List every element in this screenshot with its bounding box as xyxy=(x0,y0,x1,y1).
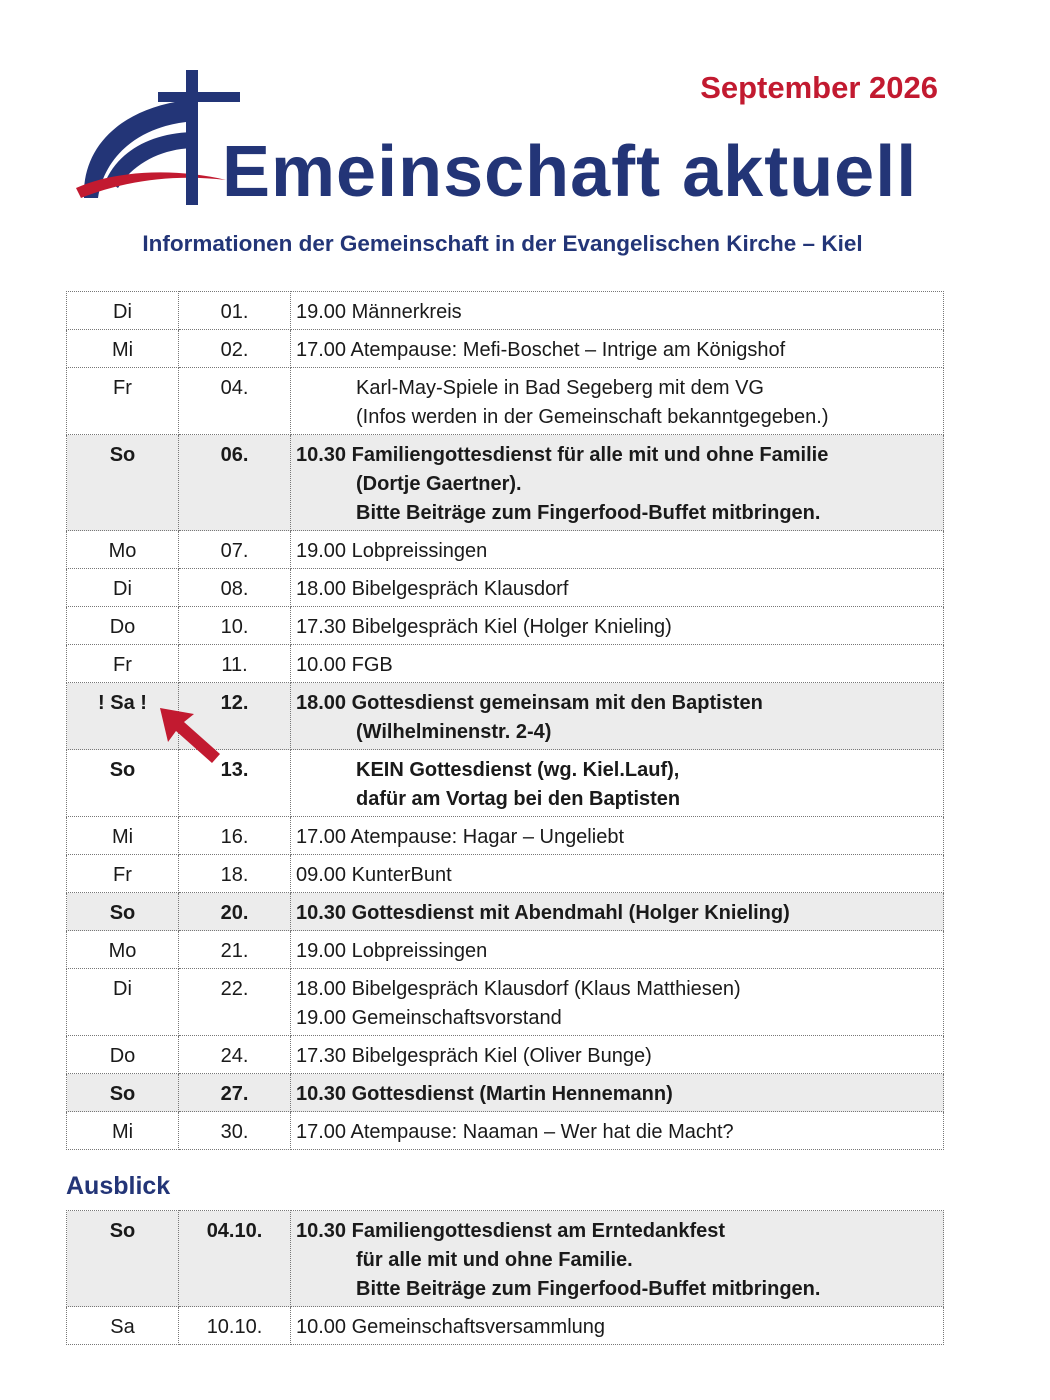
event-day: So xyxy=(67,435,179,531)
event-line: 17.00 Atempause: Mefi-Boschet – Intrige am Königshof xyxy=(296,339,786,361)
event-row xyxy=(67,368,944,435)
event-description xyxy=(291,893,944,931)
event-date: 20. xyxy=(179,893,291,931)
event-line: für alle mit und ohne Familie. xyxy=(356,1249,633,1271)
event-date: 16. xyxy=(179,817,291,855)
event-row xyxy=(67,435,944,531)
event-description xyxy=(291,931,944,969)
page-title: Emeinschaft aktuell xyxy=(222,132,918,212)
event-line: dafür am Vortag bei den Baptisten xyxy=(356,788,681,810)
event-row xyxy=(67,330,944,368)
event-day: ! Sa ! xyxy=(67,683,179,750)
event-day: Mi xyxy=(67,1112,179,1150)
event-date: 27. xyxy=(179,1074,291,1112)
event-date: 10. xyxy=(179,607,291,645)
event-line: 19.00 Gemeinschaftsvorstand xyxy=(296,1007,562,1029)
event-line: 18.00 Bibelgespräch Klausdorf (Klaus Matthiesen) xyxy=(296,978,741,1000)
event-description xyxy=(291,330,944,368)
event-line: 10.00 FGB xyxy=(296,654,393,676)
outlook-heading: Ausblick xyxy=(66,1172,171,1200)
event-row xyxy=(67,1211,944,1307)
event-day: Mi xyxy=(67,330,179,368)
event-description xyxy=(291,368,944,435)
event-line: 19.00 Lobpreissingen xyxy=(296,540,488,562)
event-date: 04. xyxy=(179,368,291,435)
event-line: 17.30 Bibelgespräch Kiel (Oliver Bunge) xyxy=(296,1045,652,1067)
event-description xyxy=(291,1112,944,1150)
church-cross-logo xyxy=(76,70,246,210)
event-row xyxy=(67,817,944,855)
event-line: Bitte Beiträge zum Fingerfood-Buffet mitbringen. xyxy=(356,1278,821,1300)
event-row xyxy=(67,1036,944,1074)
event-description xyxy=(291,683,944,750)
event-day: Mo xyxy=(67,931,179,969)
event-description xyxy=(291,435,944,531)
event-day: Fr xyxy=(67,645,179,683)
event-description xyxy=(291,569,944,607)
event-line: 18.00 Bibelgespräch Klausdorf xyxy=(296,578,569,600)
event-line: (Infos werden in der Gemeinschaft bekanntgegeben.) xyxy=(356,406,829,428)
event-description xyxy=(291,645,944,683)
event-line: 19.00 Männerkreis xyxy=(296,301,462,323)
event-date: 22. xyxy=(179,969,291,1036)
event-description xyxy=(291,607,944,645)
event-day: Mo xyxy=(67,531,179,569)
event-description xyxy=(291,750,944,817)
event-day: Sa xyxy=(67,1307,179,1345)
event-description xyxy=(291,855,944,893)
event-date: 08. xyxy=(179,569,291,607)
event-line: Karl-May-Spiele in Bad Segeberg mit dem VG xyxy=(356,377,764,399)
event-row xyxy=(67,569,944,607)
event-day: Di xyxy=(67,569,179,607)
event-date: 07. xyxy=(179,531,291,569)
event-day: Fr xyxy=(67,855,179,893)
event-row xyxy=(67,1112,944,1150)
event-line: KEIN Gottesdienst (wg. Kiel.Lauf), xyxy=(356,759,680,781)
event-day: So xyxy=(67,893,179,931)
outlook-table xyxy=(66,1210,944,1345)
event-line: 10.30 Familiengottesdienst am Erntedankfest xyxy=(296,1220,726,1242)
event-line: 17.00 Atempause: Hagar – Ungeliebt xyxy=(296,826,624,848)
event-date: 04.10. xyxy=(179,1211,291,1307)
event-line: 10.30 Familiengottesdienst für alle mit und ohne Familie xyxy=(296,444,829,466)
event-row xyxy=(67,645,944,683)
event-line: Bitte Beiträge zum Fingerfood-Buffet mitbringen. xyxy=(356,502,821,524)
event-date: 21. xyxy=(179,931,291,969)
event-description xyxy=(291,1211,944,1307)
event-description xyxy=(291,1036,944,1074)
event-line: (Wilhelminenstr. 2-4) xyxy=(356,721,552,743)
event-description xyxy=(291,531,944,569)
event-row xyxy=(67,607,944,645)
event-row xyxy=(67,531,944,569)
event-day: So xyxy=(67,750,179,817)
event-row xyxy=(67,292,944,330)
event-date: 06. xyxy=(179,435,291,531)
event-day: Mi xyxy=(67,817,179,855)
event-day: Fr xyxy=(67,368,179,435)
event-line: 10.30 Gottesdienst (Martin Hennemann) xyxy=(296,1083,673,1105)
event-line: 09.00 KunterBunt xyxy=(296,864,452,886)
event-description xyxy=(291,1074,944,1112)
event-line: 10.00 Gemeinschaftsversammlung xyxy=(296,1316,606,1338)
event-day: Di xyxy=(67,969,179,1036)
event-date: 01. xyxy=(179,292,291,330)
event-line: 10.30 Gottesdienst mit Abendmahl (Holger Knieling) xyxy=(296,902,790,924)
event-row xyxy=(67,931,944,969)
event-row xyxy=(67,855,944,893)
event-date: 13. xyxy=(179,750,291,817)
event-day: So xyxy=(67,1211,179,1307)
event-date: 11. xyxy=(179,645,291,683)
event-line: 18.00 Gottesdienst gemeinsam mit den Baptisten xyxy=(296,692,763,714)
event-description xyxy=(291,1307,944,1345)
event-line: (Dortje Gaertner). xyxy=(356,473,522,495)
event-row xyxy=(67,893,944,931)
event-date: 12. xyxy=(179,683,291,750)
event-date: 24. xyxy=(179,1036,291,1074)
event-day: Di xyxy=(67,292,179,330)
event-row xyxy=(67,1307,944,1345)
red-arrow-icon xyxy=(150,700,230,770)
event-row xyxy=(67,1074,944,1112)
event-row xyxy=(67,969,944,1036)
event-date: 30. xyxy=(179,1112,291,1150)
event-description xyxy=(291,817,944,855)
event-day: So xyxy=(67,1074,179,1112)
event-date: 10.10. xyxy=(179,1307,291,1345)
event-date: 02. xyxy=(179,330,291,368)
event-day: Do xyxy=(67,607,179,645)
page-subtitle: Informationen der Gemeinschaft in der Evangelischen Kirche – Kiel xyxy=(142,231,863,256)
event-date: 18. xyxy=(179,855,291,893)
event-line: 17.30 Bibelgespräch Kiel (Holger Knieling) xyxy=(296,616,672,638)
event-line: 19.00 Lobpreissingen xyxy=(296,940,488,962)
event-day: Do xyxy=(67,1036,179,1074)
month-label: September 2026 xyxy=(700,70,938,105)
event-line: 17.00 Atempause: Naaman – Wer hat die Macht? xyxy=(296,1121,734,1143)
event-description xyxy=(291,969,944,1036)
event-description xyxy=(291,292,944,330)
